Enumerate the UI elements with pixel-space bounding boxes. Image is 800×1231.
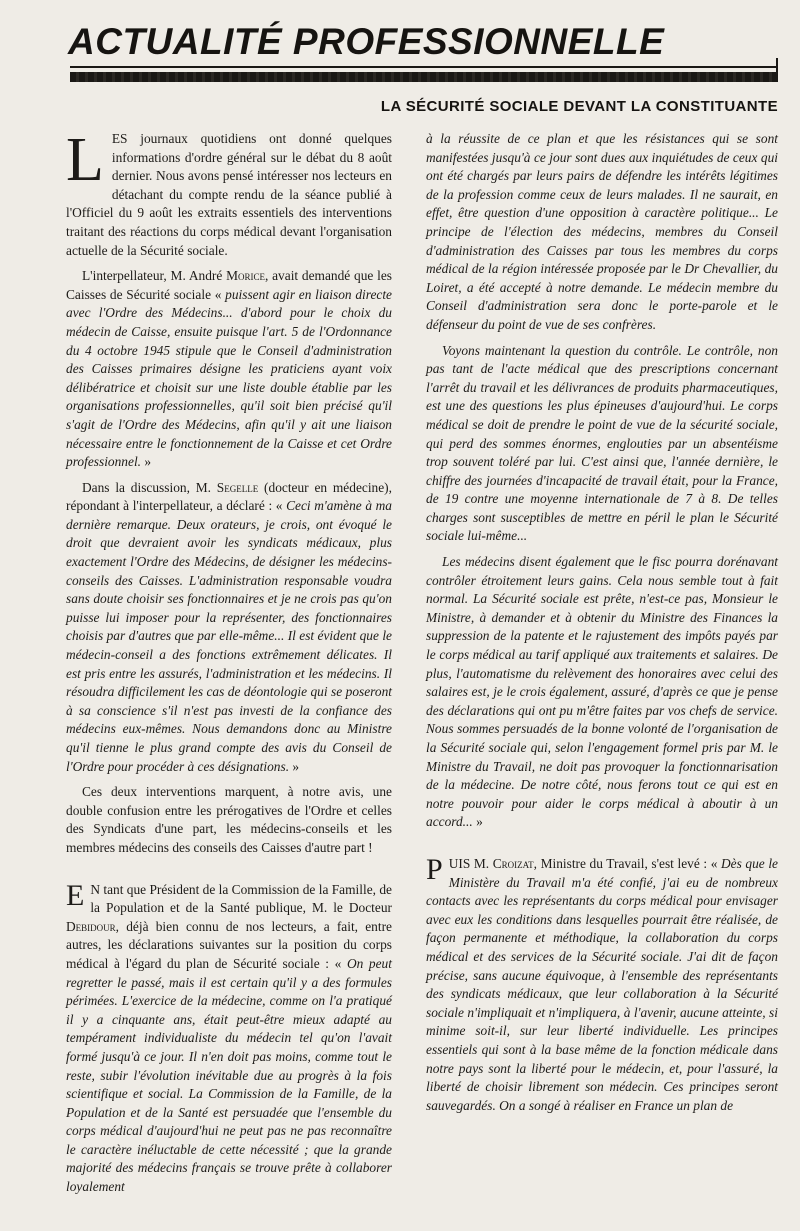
left-paragraph-3 (66, 479, 392, 777)
p4-name: Croizat (492, 855, 534, 871)
drop-cap-p: P (426, 852, 443, 886)
p5-intro: N tant que Président de la Commission de la Famille, de la Population et de la Santé publique, M. le Docteur (90, 881, 392, 916)
p4-mid: , Ministre du Travail, s'est levé : « (533, 855, 721, 871)
left-paragraph-5 (66, 878, 392, 1197)
right-p3-text: Les médecins disent également que le fisc pourra dorénavant contrôler étroitement leurs gains. Cela nous semble tout à fait normal. La Sécurité sociale est prête, n'est-ce pas, Monsieur le Ministre, à demander et à obtenir du Ministre des Finances la suppression de la patente et le rajustement des impôts payés par le corps médical au tarif appliqué aux traitements et salaires. De plus, l'automatisme du relèvement des honoraires avec celui des salaires est, je le crois également, assuré, d'après ce que je pense des déclarations qui ont pu m'être faites par vos chefs de service. Nous sommes persuadés de la bonne volonté de l'organisation de la Sécurité sociale qui, selon l'engagement formel pris par M. le Ministre du Travail, ne doit pas provoquer la fonctionnarisation de la médecine. De notre côté, nous ferons tout ce qui est en notre pouvoir pour aider le corps médical à aboutir à un accord... (426, 554, 778, 830)
left-paragraph-2 (66, 267, 392, 472)
drop-cap-e: E (66, 878, 85, 912)
section-title: LA SÉCURITÉ SOCIALE DEVANT LA CONSTITUANTE (380, 98, 778, 115)
masthead-title: ACTUALITÉ PROFESSIONNELLE (68, 21, 665, 62)
left-paragraph-1 (66, 126, 392, 260)
spacer-right (426, 839, 778, 855)
p2-end: » (141, 454, 152, 470)
right-paragraph-2: Voyons maintenant la question du contrôle. Le contrôle, non pas tant de l'acte médical que des prescriptions concernant l'arrêt du travail et les délivrances de produits pharmaceutiques, est une des questions les plus épineuses d'aujourd'hui. Le corps médical se doit de prendre le point de vue de la sécurité sociale, qui perd des sommes énormes, englouties par un absentéisme trop souvent toléré par lui. C'est ainsi que, l'année dernière, le chiffre des journées d'incapacité de travail était, pour la France, de 19 contre une moyenne internationale de 7 à 8. De telles charges sont susceptibles de mettre en péril le plan le Sécurité sociale lui-même... (426, 342, 778, 544)
p3-quote: Ceci m'amène à ma dernière remarque. Deux orateurs, je crois, ont évoqué le droit que devraient avoir les syndicats médicaux, plus exactement l'Ordre des Médecins, de désigner les médecins-conseils des Caisses. L'administration responsable voudra sans doute choisir ses fonctionnaires et je ne crois pas qu'on puisse lui imposer pour la représenter, des fonctionnaires choisis par d'autres que par elle-même... Il est évident que le médecin-conseil a des fonctions extrêmement délicates. Il est pris entre les assurés, l'administration et les médecins. Il résoudra difficilement les cas de déontologie qui se poseront à sa conscience s'il n'est pas investi de la confiance des médecins eux-mêmes. Nous demandons donc au Ministre qu'il tienne le plus grand compte des avis du Conseil de l'Ordre pour procéder à ces désignations. (66, 498, 392, 774)
p4-quote: Dès que le Ministère du Travail m'a été confié, j'ai eu de nombreux contacts avec les représentants du corps médical pour envisager avec eux les conditions dans lesquelles pourrait être réalisée, de façon permanente et méthodique, la collaboration du corps médical et des services de la Sécurité sociale. J'ai dit de façon précise, sans aucune équivoque, à l'ensemble des représentants des syndicats médicaux, que leur collaboration à la Sécurité sociale n'impliquait et n'impliquera, à l'avenir, aucune atteinte, si minime soit-il, sur leur liberté individuelle. Les principes essentiels qui sont à la base même de la fonction médicale dans notre pays sont la liberté pour le médecin, et, pour l'assuré, la liberté de choisir librement son médecin. Ces principes seront sauvegardés. On a songé à réaliser en France un plan de (426, 855, 778, 1113)
left-paragraph-1-text: ES journaux quotidiens ont donné quelques informations d'ordre général sur le débat du 8 août dernier. Nous avons pensé intéresser nos lecteurs en détachant du compte rendu de la séance publié à l'Officiel du 9 août les extraits essentiels des interventions traitant des réactions du corps médical devant l'organisation actuelle de la Sécurité sociale. (66, 131, 392, 258)
right-p3-end: » (472, 814, 483, 830)
right-column (426, 130, 778, 1122)
header-rule-tick (776, 58, 778, 72)
p3-end: » (289, 758, 300, 774)
p3-mid: (docteur en médecine), répondant à l'interpellateur, a déclaré : « (66, 479, 392, 514)
p3-intro: Dans la discussion, M. (82, 479, 217, 495)
p2-name: Morice (226, 268, 265, 284)
p5-quote: On peut regretter le passé, mais il est certain qu'il y a des formules périmées. L'exercice de la médecine, comme on l'a pratiqué il y a cinquante ans, était peut-être mieux adapté au tempérament individualiste du médecin tel qu'on l'avait formé jusqu'à ce jour. Il n'en doit pas moins, comme tout le reste, subir l'évolution inévitable due au progrès à la fois scientifique et social. La Commission de la Famille, de la Population et de la Santé est persuadée que l'ensemble du corps médical d'aujourd'hui ne peut pas ne pas reconnaître le caractère inéluctable de cette nécessité ; que la grande majorité des médecins français se trouve prête à collaborer loyalement (66, 955, 392, 1195)
right-paragraph-3 (426, 553, 778, 832)
right-paragraph-4 (426, 852, 778, 1115)
header-rule (70, 66, 778, 84)
p5-mid: , déjà bien connu de nos lecteurs, a fait, entre autres, les déclarations suivantes sur la position du corps médical à l'égard du plan de Sécurité sociale : « (66, 918, 392, 971)
p2-mid: , avait demandé que les Caisses de Sécurité sociale « (66, 268, 392, 302)
header-rule-thin (70, 66, 778, 68)
p4-intro: UIS M. (448, 855, 493, 871)
p2-intro: L'interpellateur, M. André (82, 268, 227, 284)
p3-name: Segelle (216, 479, 259, 495)
drop-cap-l: L (66, 126, 104, 194)
p5-name: Debidour (66, 918, 116, 934)
spacer (66, 865, 392, 881)
header-rule-thick (70, 72, 778, 82)
left-paragraph-4: Ces deux interventions marquent, à notre avis, une double confusion entre les prérogatives de l'Ordre et celles des Syndicats d'une part, les médecins-conseils et les membres médecins des conseils des Caisses d'autre part ! (66, 784, 392, 855)
left-column (66, 126, 392, 1204)
p2-quote: puissent agir en liaison directe avec l'Ordre des Médecins... d'abord pour le choix du médecin de Caisse, ensuite puisque l'art. 5 de l'Ordonnance du 4 octobre 1945 stipule que le Conseil d'administration des Caisses primaires désigne les praticiens ayant voix délibératrice et choisit sur une liste double établie par les organisations professionnelles, qu'il soit bien précisé qu'il s'agit de l'Ordre des Médecins, afin qu'il y ait une liaison nécessaire entre le fonctionnement de la Caisse et cet Ordre professionnel. (66, 286, 392, 470)
right-paragraph-1: à la réussite de ce plan et que les résistances qui se sont manifestées jusqu'à ce jour sont dues aux inquiétudes de ceux qui ont été chargés par leurs pairs de défendre les intérêts légitimes de la profession comme ceux de leurs malades. Il ne saurait, en effet, être question d'une opposition à caractère politique... Le principe de l'élection des médecins, membres du Conseil d'administration des Caisses par tous les membres du corps médical de la région intéressée proposée par le Dr Chevallier, du Loiret, a été accepté à notre demande. Le médecin membre du Conseil d'administration sera donc le porte-parole et le défenseur du point de vue de ses confrères. (426, 131, 778, 332)
